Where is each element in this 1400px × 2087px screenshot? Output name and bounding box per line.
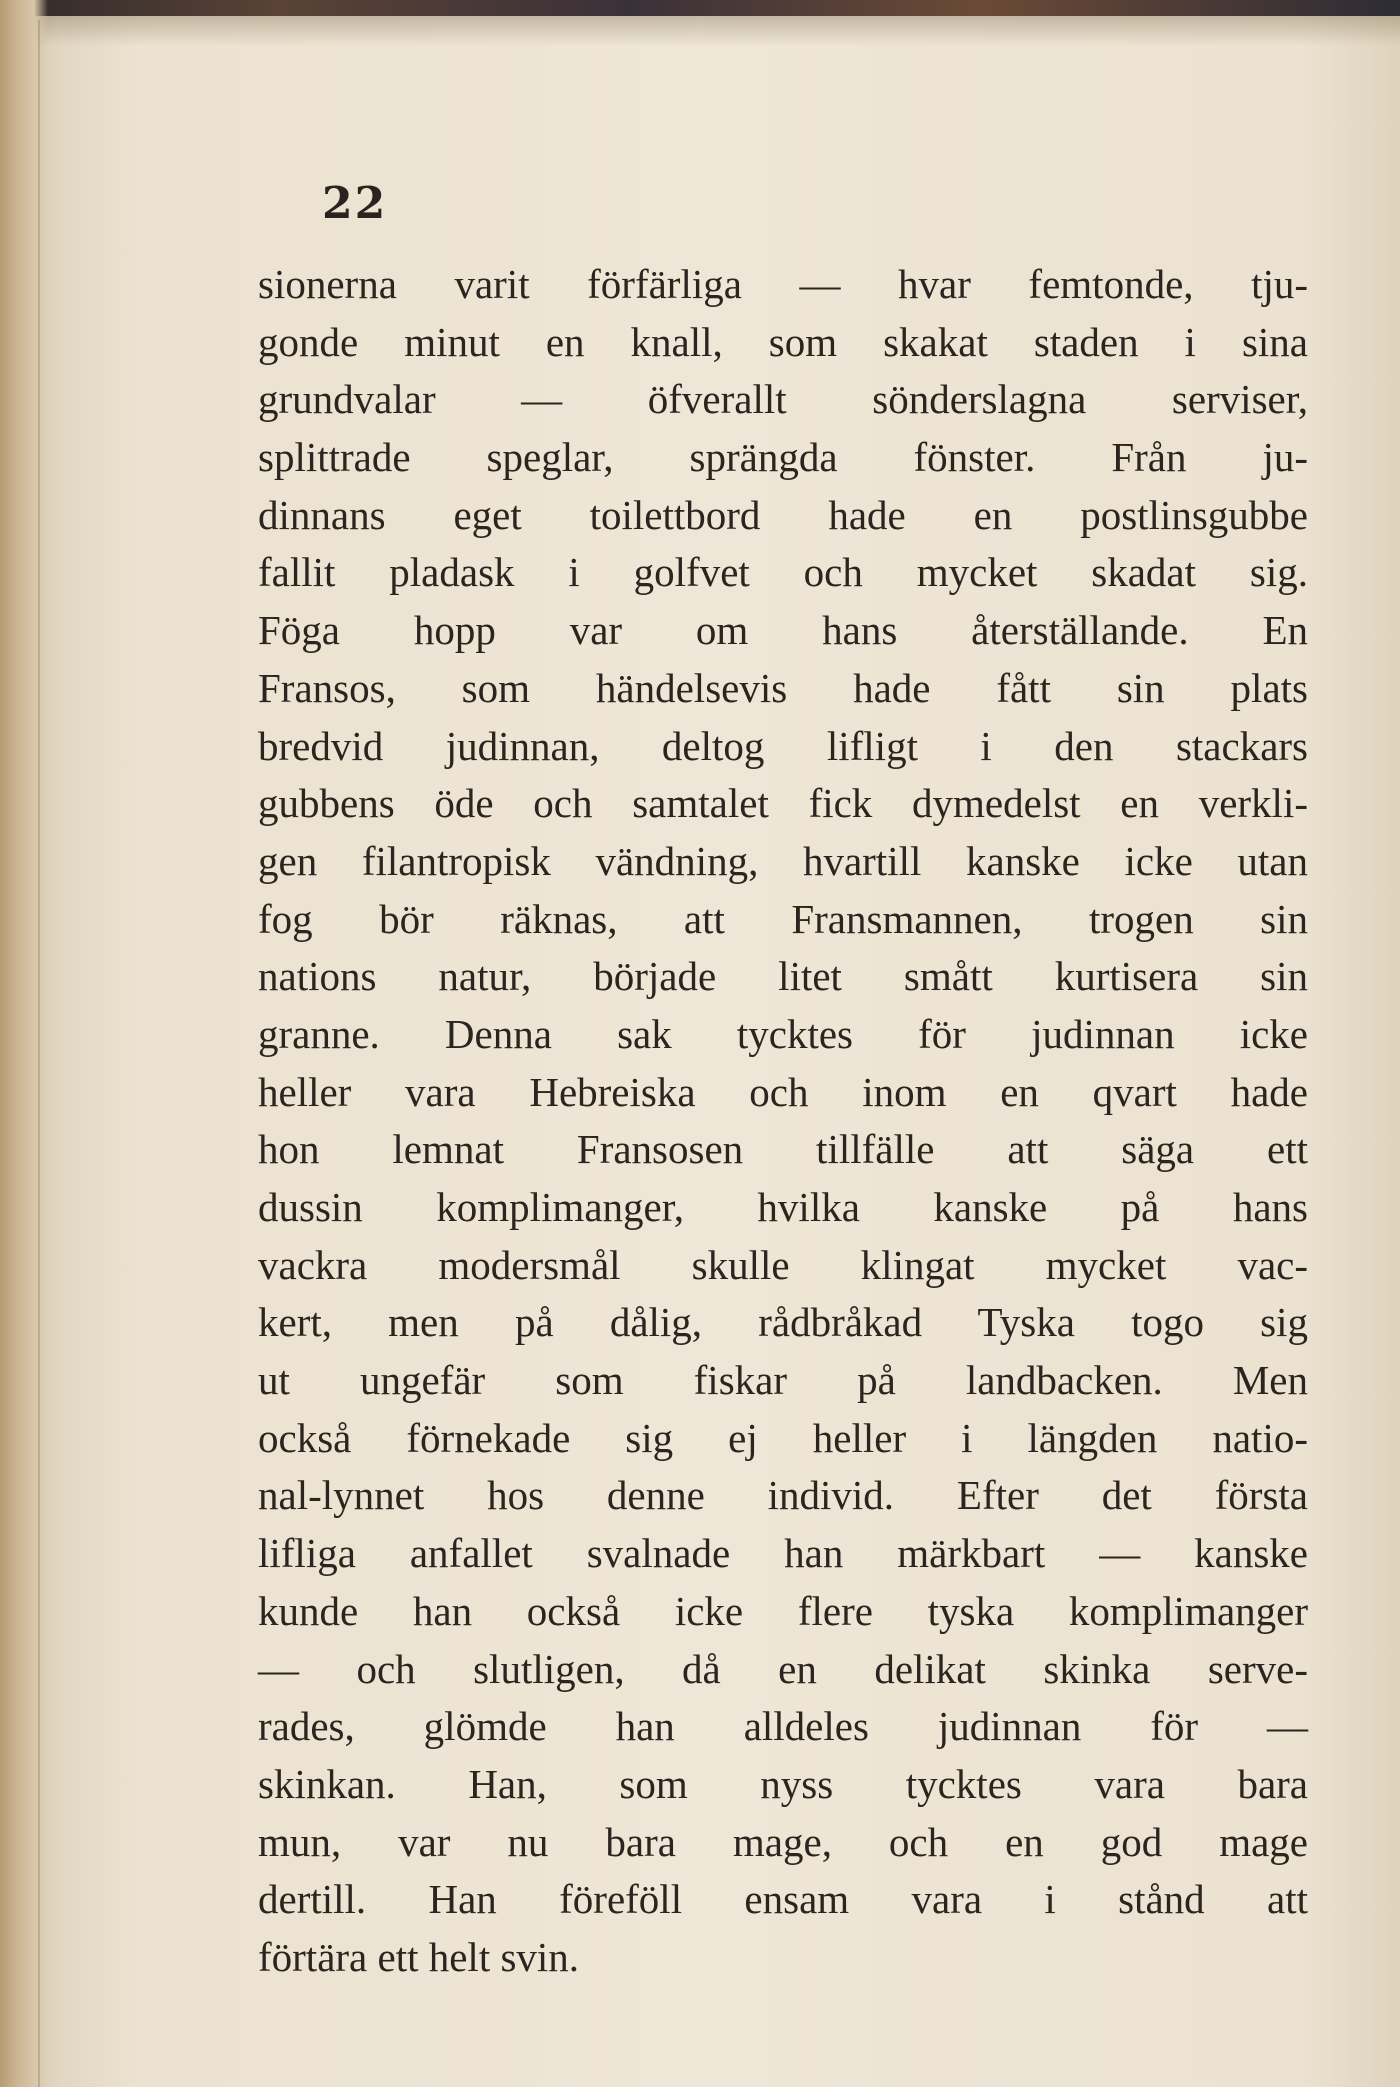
text-line: kert, men på dålig, rådbråkad Tyska togo sig xyxy=(258,1299,1308,1346)
text-line: Föga hopp var om hans återställande. En xyxy=(258,607,1308,654)
gutter-crease xyxy=(38,20,40,2087)
text-line: fallit pladask i golfvet och mycket skadat sig. xyxy=(258,549,1308,596)
text-line: Fransos, som händelsevis hade fått sin plats xyxy=(258,664,1308,711)
text-line: rades, glömde han alldeles judinnan för — xyxy=(258,1703,1308,1750)
book-binding-gutter xyxy=(0,0,48,2087)
text-line: nations natur, började litet smått kurtisera sin xyxy=(258,953,1308,1000)
text-line: bredvid judinnan, deltog lifligt i den stackars xyxy=(258,722,1308,769)
text-line: hon lemnat Fransosen tillfälle att säga ett xyxy=(258,1126,1308,1173)
text-line: vackra modersmål skulle klingat mycket vac- xyxy=(258,1241,1308,1288)
text-line: gen filantropisk vändning, hvartill kanske icke utan xyxy=(258,837,1308,884)
page-top-shadow xyxy=(0,16,1400,46)
text-line: sionerna varit förfärliga — hvar femtonde, tju- xyxy=(258,261,1308,307)
text-line: splittrade speglar, sprängda fönster. Från ju- xyxy=(258,434,1308,481)
text-line: mun, var nu bara mage, och en god mage xyxy=(258,1818,1308,1865)
body-text xyxy=(258,256,1308,1987)
text-line: dinnans eget toilettbord hade en postlinsgubbe xyxy=(258,491,1308,538)
text-line: också förnekade sig ej heller i längden natio- xyxy=(258,1414,1308,1461)
text-line: granne. Denna sak tycktes för judinnan icke xyxy=(258,1010,1308,1057)
text-line: lifliga anfallet svalnade han märkbart — kanske xyxy=(258,1530,1308,1577)
text-line: grundvalar — öfverallt sönderslagna serviser, xyxy=(258,376,1308,423)
text-line: heller vara Hebreiska och inom en qvart hade xyxy=(258,1068,1308,1115)
book-cover-edge xyxy=(0,0,1400,16)
text-line: gonde minut en knall, som skakat staden i sina xyxy=(258,318,1308,365)
page-number: 22 xyxy=(322,178,388,229)
text-line-final: förtära ett helt svin. xyxy=(258,1933,580,1980)
text-line: — och slutligen, då en delikat skinka serve- xyxy=(258,1645,1308,1692)
text-line: kunde han också icke flere tyska komplimanger xyxy=(258,1587,1308,1634)
text-line: nal-lynnet hos denne individ. Efter det första xyxy=(258,1472,1308,1519)
text-line: skinkan. Han, som nyss tycktes vara bara xyxy=(258,1760,1308,1807)
text-line: ut ungefär som fiskar på landbacken. Men xyxy=(258,1357,1308,1404)
text-line: fog bör räknas, att Fransmannen, trogen sin xyxy=(258,895,1308,942)
text-line: dertill. Han föreföll ensam vara i stånd att xyxy=(258,1876,1308,1923)
text-line: gubbens öde och samtalet fick dymedelst en verkli- xyxy=(258,780,1308,827)
text-line: dussin komplimanger, hvilka kanske på hans xyxy=(258,1184,1308,1230)
